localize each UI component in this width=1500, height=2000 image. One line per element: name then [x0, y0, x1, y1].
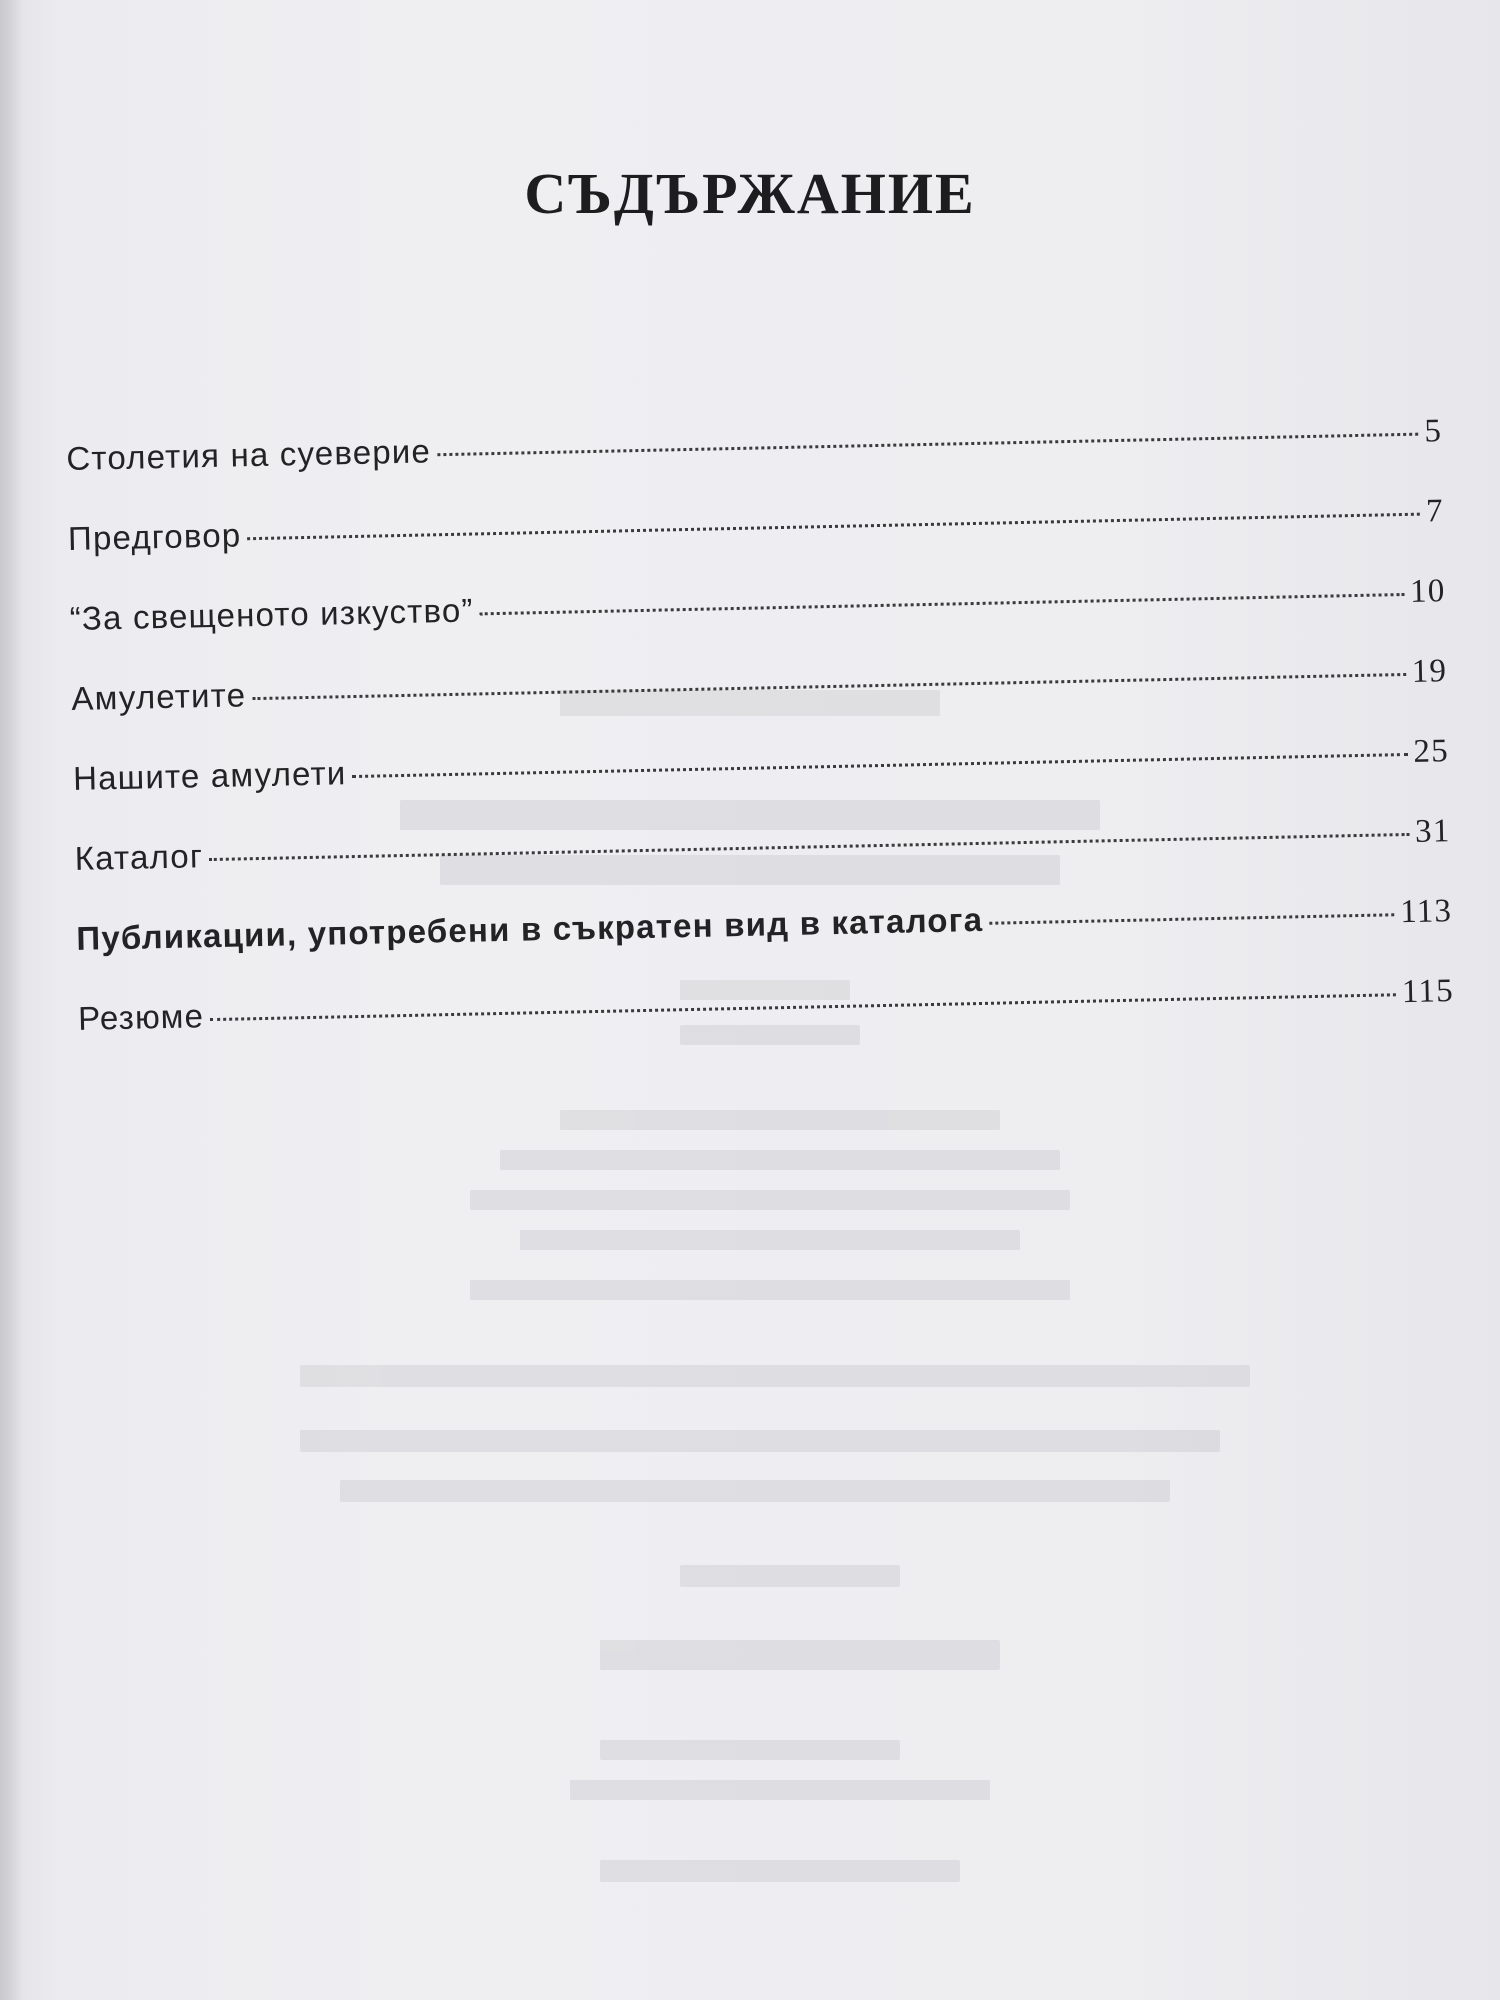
toc-entry-page: 5: [1424, 413, 1443, 450]
ghost-line: [600, 1740, 900, 1760]
toc-entry-page: 115: [1401, 973, 1455, 1011]
ghost-line: [680, 1565, 900, 1587]
toc-entry-page: 7: [1425, 493, 1445, 530]
toc-entry-page: 10: [1409, 573, 1446, 610]
dot-leader: [209, 833, 1409, 861]
page-binding-shadow: [0, 0, 22, 2000]
dot-leader: [437, 433, 1418, 457]
dot-leader: [480, 593, 1405, 615]
toc-entry-label: Столетия на суеверие: [66, 432, 432, 477]
toc-entry-label: Амулетите: [71, 676, 247, 717]
ghost-line: [500, 1150, 1060, 1170]
toc-entry-label: “За свещеното изкуство”: [69, 591, 474, 637]
page-title: СЪДЪРЖАНИЕ: [524, 161, 976, 226]
toc-entry-page: 31: [1414, 813, 1451, 850]
dot-leader: [352, 753, 1407, 778]
ghost-line: [560, 1110, 1000, 1130]
toc-entry-label: Резюме: [77, 997, 205, 1037]
ghost-line: [600, 1640, 1000, 1670]
toc-entry-label: Каталог: [74, 837, 204, 877]
table-of-contents: [66, 411, 1455, 1080]
toc-entry-page: 25: [1413, 733, 1450, 770]
ghost-line: [300, 1430, 1220, 1452]
ghost-line: [340, 1480, 1170, 1502]
dot-leader: [210, 993, 1396, 1021]
ghost-line: [600, 1860, 960, 1882]
ghost-line: [300, 1365, 1250, 1387]
toc-entry-page: 19: [1411, 653, 1448, 690]
toc-entry-label: Нашите амулети: [72, 754, 347, 797]
dot-leader: [252, 673, 1406, 700]
toc-entry-page: 113: [1399, 893, 1453, 931]
ghost-line: [470, 1280, 1070, 1300]
dot-leader: [989, 913, 1394, 924]
dot-leader: [247, 513, 1420, 541]
ghost-line: [570, 1780, 990, 1800]
ghost-line: [470, 1190, 1070, 1210]
toc-entry-label: Публикации, употребени в съкратен вид в каталога: [76, 900, 984, 957]
ghost-line: [520, 1230, 1020, 1250]
toc-entry-label: Предговор: [67, 516, 242, 557]
